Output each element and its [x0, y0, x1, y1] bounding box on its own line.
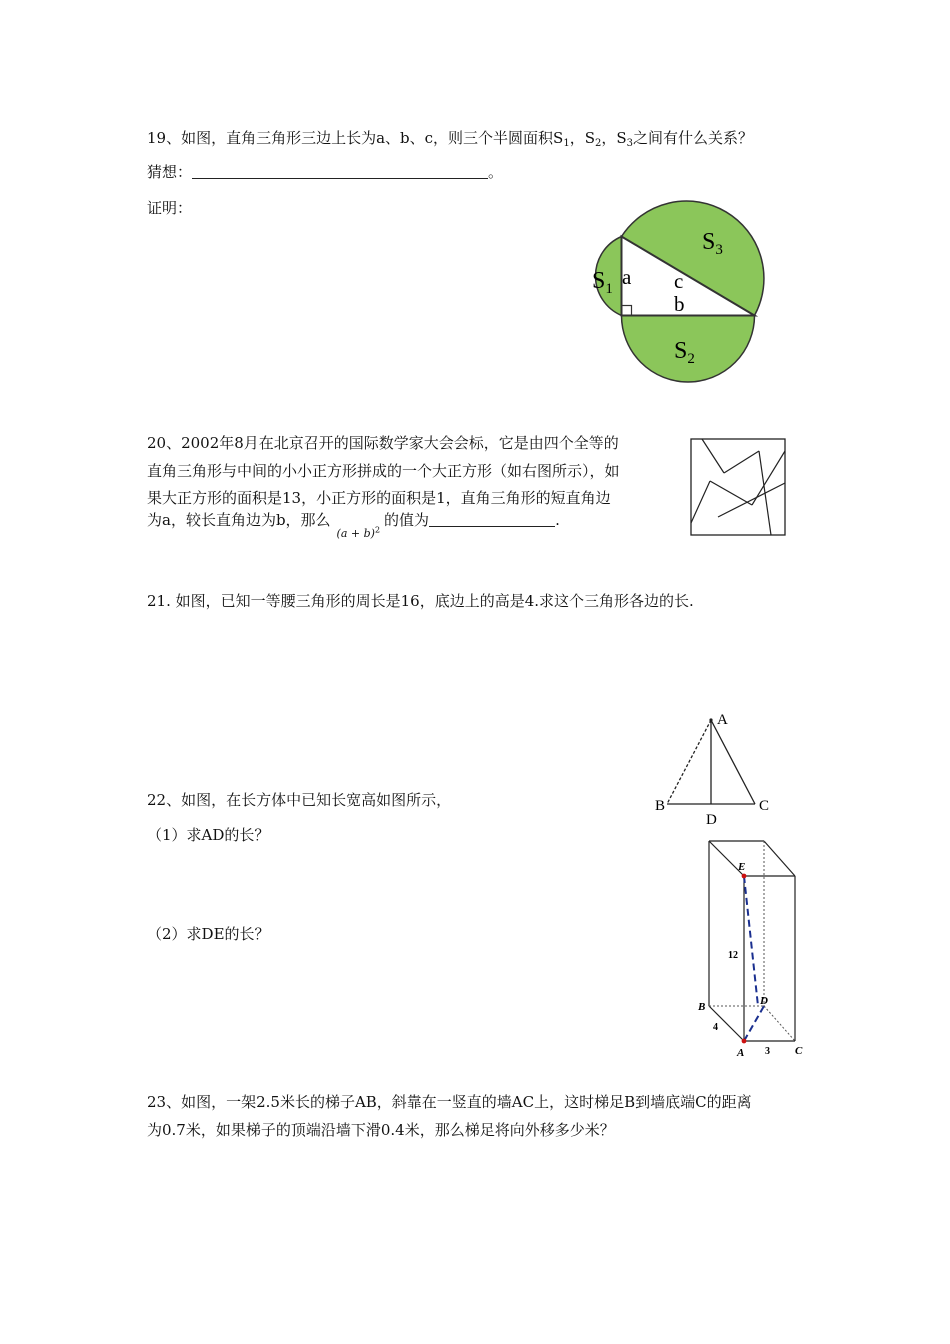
q20-line1: 20、2002年8月在北京召开的国际数学家大会会标，它是由四个全等的 [147, 434, 619, 452]
q19-question: 19、如图，直角三角形三边上长为a、b、c，则三个半圆面积$S_1$，$S_2$，$S_3$之间有什么关系？ [147, 129, 754, 149]
q22-part1: （1）求AD的长？ [147, 826, 270, 844]
q19-semicircle-figure [570, 190, 790, 395]
q20-pinwheel-square [690, 438, 786, 536]
label-A: A [717, 712, 728, 728]
q20-line4: 为a，较长直角边为b，那么$_{(a + b)^2}$的值为 . [147, 511, 560, 540]
q22-cuboid-figure [695, 835, 810, 1065]
label-a: a [622, 265, 632, 289]
q20-expression: (a + b)2 [336, 525, 381, 540]
q23-line1: 23、如图，一架2.5米长的梯子AB，斜靠在一竖直的墙AC上，这时梯足B到墙底端C的距离 [147, 1093, 752, 1111]
label-width: 4 [713, 1022, 718, 1033]
label-B: B [655, 798, 666, 814]
label-E: E [738, 861, 746, 873]
label-s1: $S_1$ [592, 268, 613, 297]
q19-proof-label: 证明： [147, 199, 193, 217]
q20-line2: 直角三角形与中间的小小正方形拼成的一个大正方形（如右图所示），如 [147, 462, 620, 480]
label-B: B [698, 1001, 706, 1013]
q21-isosceles-figure [650, 705, 780, 830]
q20-answer-blank[interactable] [429, 511, 555, 527]
label-height: 12 [728, 950, 738, 961]
label-A: A [737, 1047, 745, 1059]
q20-line3: 果大正方形的面积是13，小正方形的面积是1，直角三角形的短直角边 [147, 489, 611, 507]
label-C: C [759, 798, 770, 814]
q22-part2: （2）求DE的长？ [147, 925, 270, 943]
q23-line2: 为0.7米，如果梯子的顶端沿墙下滑0.4米，那么梯足将向外移多少米？ [147, 1121, 615, 1139]
q22-question: 22、如图，在长方体中已知长宽高如图所示， [147, 791, 452, 809]
label-D: D [706, 812, 717, 828]
semicircle-s2 [622, 316, 755, 383]
label-c: c [674, 269, 684, 293]
label-C: C [795, 1045, 803, 1057]
q19-guess-line: 猜想： 。 [147, 163, 504, 181]
q19-guess-blank[interactable] [192, 163, 488, 179]
label-s3: $S_3$ [702, 229, 723, 258]
label-s2: $S_2$ [674, 338, 695, 367]
label-b: b [674, 292, 685, 316]
q21-question: 21. 如图，已知一等腰三角形的周长是16，底边上的高是4.求这个三角形各边的长. [147, 592, 694, 610]
label-D: D [760, 995, 768, 1007]
label-length: 3 [765, 1046, 770, 1057]
